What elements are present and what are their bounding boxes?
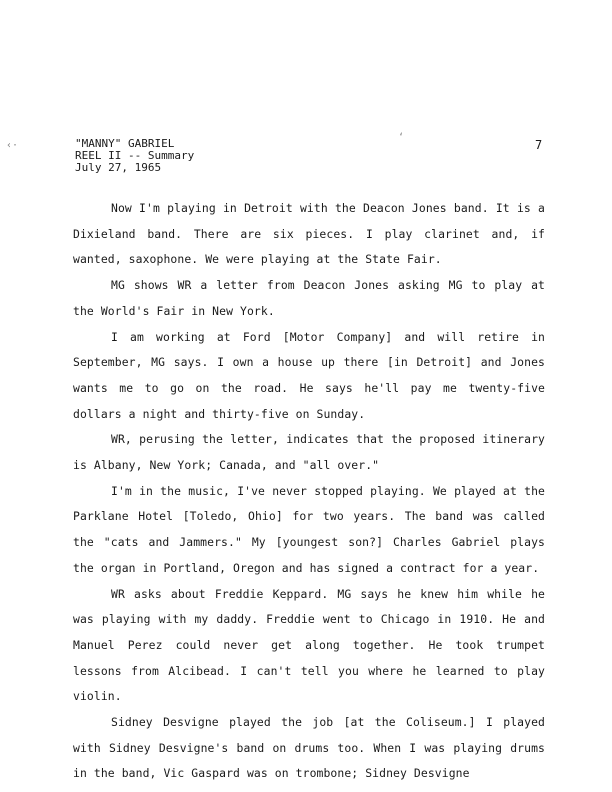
scan-mark: ‹· xyxy=(6,140,19,151)
paragraph: I am working at Ford [Motor Company] and will retire in September, MG says. I own a house up there [in Detroit] and Jones wants me to go on the road. He says he'll pay me twenty-five dollars a night and thirty-five on Sunday. xyxy=(73,329,545,421)
interview-date: July 27, 1965 xyxy=(75,161,162,174)
document-header xyxy=(75,138,194,174)
paragraph: Sidney Desvigne played the job [at the Coliseum.] I played with Sidney Desvigne's band on drums too. When I was playing drums in the band, Vic Gaspard was on trombone; Sidney Desvigne xyxy=(73,715,545,781)
paragraph: I'm in the music, I've never stopped playing. We played at the Parklane Hotel [Toledo, Ohio] for two years. The band was called the "cats and Jammers." My [youngest son?] Charles Gabriel plays the organ in Portland, Oregon and has signed a contract for a year. xyxy=(73,483,545,575)
paragraph: MG shows WR a letter from Deacon Jones asking MG to play at the World's Fair in New York. xyxy=(73,278,545,318)
transcript-body xyxy=(73,196,545,787)
scan-mark: ‘ xyxy=(398,132,405,143)
paragraph: WR, perusing the letter, indicates that the proposed itinerary is Albany, New York; Canada, and "all over." xyxy=(73,432,545,473)
reel-label: REEL II -- Summary xyxy=(75,149,195,162)
interviewee-name: "MANNY" GABRIEL xyxy=(75,137,175,150)
paragraph: Now I'm playing in Detroit with the Deacon Jones band. It is a Dixieland band. There are six pieces. I play clarinet and, if wanted, saxophone. We were playing at the State Fair. xyxy=(73,201,545,267)
page-number: 7 xyxy=(535,138,543,152)
paragraph: WR asks about Freddie Keppard. MG says he knew him while he was playing with my daddy. Freddie went to Chicago in 1910. He and Manuel Perez could never get along together. He took trumpet lessons from Alcibead. I can't tell you where he learned to play violin. xyxy=(73,586,545,704)
